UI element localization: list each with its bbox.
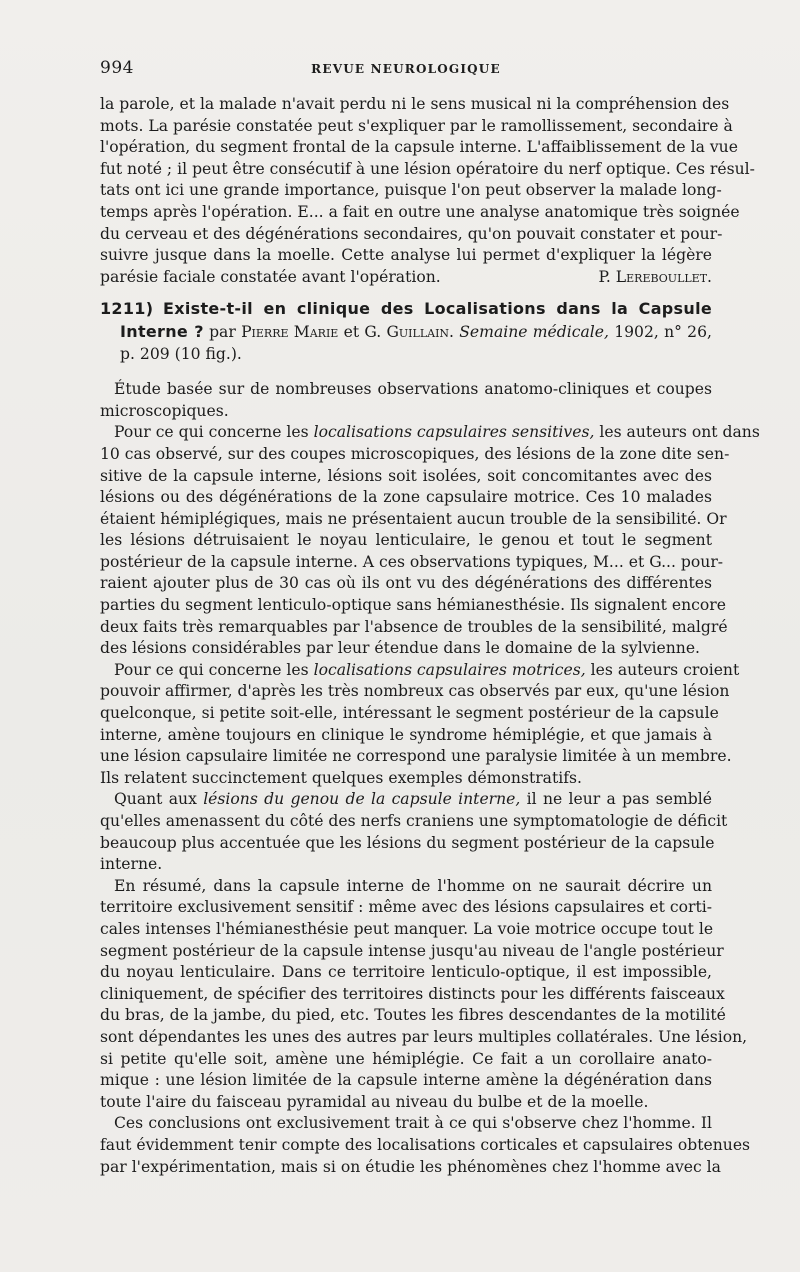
text-line: postérieur de la capsule interne. A ces observations typiques, M... et G... pour- [100, 552, 724, 571]
text-line: raient ajouter plus de 30 cas où ils ont vu des dégénérations des différentes [100, 574, 712, 593]
text-line: si petite qu'elle soit, amène une hémiplégie. Ce fait a un corollaire anato- [100, 1049, 712, 1068]
abstract-paragraph [100, 876, 748, 1114]
citation-author-2: G. Guillain. [364, 322, 454, 341]
text-line [100, 422, 760, 444]
text-line: qu'elles amenassent du côté des nerfs craniens une symptomatologie de déficit [100, 812, 728, 830]
text-line: Étude basée sur de nombreuses observations anatomo-cliniques et coupes [114, 380, 712, 399]
text-line: faut évidemment tenir compte des localisations corticales et capsulaires obtenues [100, 1135, 751, 1154]
text-line: cales intenses l'hémianesthésie peut manquer. La voie motrice occupe tout le [100, 919, 714, 938]
abstract-paragraph [100, 789, 728, 875]
text-line: l'opération, du segment frontal de la capsule interne. L'affaiblissement de la vue [100, 138, 738, 157]
text-line: territoire exclusivement sensitif : même avec des lésions capsulaires et corti- [100, 898, 712, 917]
text-line: pouvoir affirmer, d'après les très nombreux cas observés par eux, qu'une lésion [100, 682, 730, 701]
text-line: du cerveau et des dégénérations secondaires, qu'on pouvait constater et pour- [100, 224, 723, 243]
abstract-paragraph [100, 422, 760, 660]
text-line: du bras, de la jambe, du pied, etc. Toutes les fibres descendantes de la motilité [100, 1006, 726, 1025]
text-fragment: il ne leur a pas semblé [526, 790, 712, 809]
text-line: par l'expérimentation, mais si on étudie les phénomènes chez l'homme avec la [100, 1157, 721, 1176]
text-line: tats ont ici une grande importance, puisque l'on peut observer la malade long- [100, 181, 722, 200]
article-body [100, 94, 760, 1178]
text-fragment: Pour ce qui concerne les [114, 423, 309, 442]
text-line: sont dépendantes les unes des autres par leurs multiples collatérales. Une lésion, [100, 1027, 748, 1046]
text-line: toute l'aire du faisceau pyramidal au niveau du bulbe et de la moelle. [100, 1092, 649, 1111]
text-line: beaucoup plus accentuée que les lésions du segment postérieur de la capsule [100, 833, 715, 852]
text-fragment: Pour ce qui concerne les [114, 660, 309, 679]
citation-reference: 1902, n° 26, [614, 322, 712, 341]
text-fragment: les auteurs croient [590, 660, 740, 679]
entry-citation-line [100, 321, 712, 344]
text-line: la parole, et la malade n'avait perdu ni le sens musical ni la compréhension des [100, 95, 730, 113]
text-line [100, 789, 712, 811]
text-line: lésions ou des dégénérations de la zone capsulaire motrice. Ces 10 malades [100, 488, 712, 507]
citation-author-1: Pierre Marie [241, 322, 339, 341]
text-line: du noyau lenticulaire. Dans ce territoire lenticulo-optique, il est impossible, [100, 963, 712, 982]
entry-title-continued: Interne ? [120, 321, 204, 341]
text-line: quelconque, si petite soit-elle, intéressant le segment postérieur de la capsule [100, 704, 719, 723]
page-header [100, 58, 712, 82]
text-line: En résumé, dans la capsule interne de l'homme on ne saurait décrire un [114, 876, 712, 895]
citation-journal: Semaine médicale, [459, 322, 609, 341]
text-fragment: les auteurs ont dans [599, 423, 760, 442]
text-line: microscopiques. [100, 401, 229, 420]
continued-review-paragraph [100, 94, 755, 288]
abstract-paragraph [100, 1113, 751, 1178]
emphasis: localisations capsulaires motrices, [313, 660, 586, 679]
text-line: les lésions détruisaient le noyau lenticulaire, le genou et tout le segment [100, 531, 712, 550]
citation-et: et [343, 322, 360, 341]
page-number: 994 [100, 58, 134, 78]
text-line: mots. La parésie constatée peut s'expliquer par le ramollissement, secondaire à [100, 116, 733, 135]
text-line: suivre jusque dans la moelle. Cette analyse lui permet d'expliquer la légère [100, 246, 712, 265]
text-line: deux faits très remarquables par l'absence de troubles de la sensibilité, malgré [100, 617, 728, 636]
text-line [100, 660, 740, 682]
text-line: Ils relatent succinctement quelques exemples démonstratifs. [100, 768, 582, 787]
text-line-content: parésie faciale constatée avant l'opération. [100, 267, 441, 286]
text-line: temps après l'opération. E... a fait en outre une analyse anatomique très soignée [100, 202, 740, 221]
text-line: étaient hémiplégiques, mais ne présentaient aucun trouble de la sensibilité. Or [100, 509, 727, 528]
text-line [100, 267, 712, 289]
text-line: sitive de la capsule interne, lésions soit isolées, soit concomitantes avec des [100, 466, 712, 485]
emphasis: lésions du genou de la capsule interne, [203, 790, 521, 809]
text-line: des lésions considérables par leur étendue dans le domaine de la sylvienne. [100, 639, 701, 658]
text-line: 10 cas observé, sur des coupes microscopiques, des lésions de la zone dite sen- [100, 444, 730, 463]
text-fragment: Quant aux [114, 790, 197, 809]
abstract-paragraph [100, 379, 712, 422]
text-line: interne. [100, 855, 163, 874]
text-line: fut noté ; il peut être consécutif à une lésion opératoire du nerf optique. Ces résul- [100, 159, 755, 178]
citation-par: par [209, 322, 236, 341]
entry-heading [100, 298, 712, 365]
citation-pages: p. 209 (10 fig.). [120, 344, 242, 363]
text-line: segment postérieur de la capsule intense jusqu'au niveau de l'angle postérieur [100, 941, 724, 960]
text-line: parties du segment lenticulo-optique sans hémianesthésie. Ils signalent encore [100, 596, 726, 615]
entry-title-line [100, 298, 712, 321]
text-line: interne, amène toujours en clinique le syndrome hémiplégie, et que jamais à [100, 725, 712, 744]
running-head: REVUE NEUROLOGIQUE [311, 62, 501, 76]
text-line: cliniquement, de spécifier des territoires distincts pour les différents faisceaux [100, 984, 725, 1003]
reviewer-signature: P. Lereboullet. [598, 267, 712, 286]
text-line: Ces conclusions ont exclusivement trait à ce qui s'observe chez l'homme. Il [114, 1114, 712, 1133]
entry-title: Existe-t-il en clinique des Localisations dans la Capsule [162, 299, 712, 319]
entry-number: 1211) [100, 299, 154, 319]
text-line: une lésion capsulaire limitée ne correspond une paralysie limitée à un membre. [100, 747, 732, 766]
emphasis: localisations capsulaires sensitives, [313, 423, 595, 442]
text-line: mique : une lésion limitée de la capsule interne amène la dégénération dans [100, 1071, 712, 1090]
abstract-paragraph [100, 660, 740, 790]
